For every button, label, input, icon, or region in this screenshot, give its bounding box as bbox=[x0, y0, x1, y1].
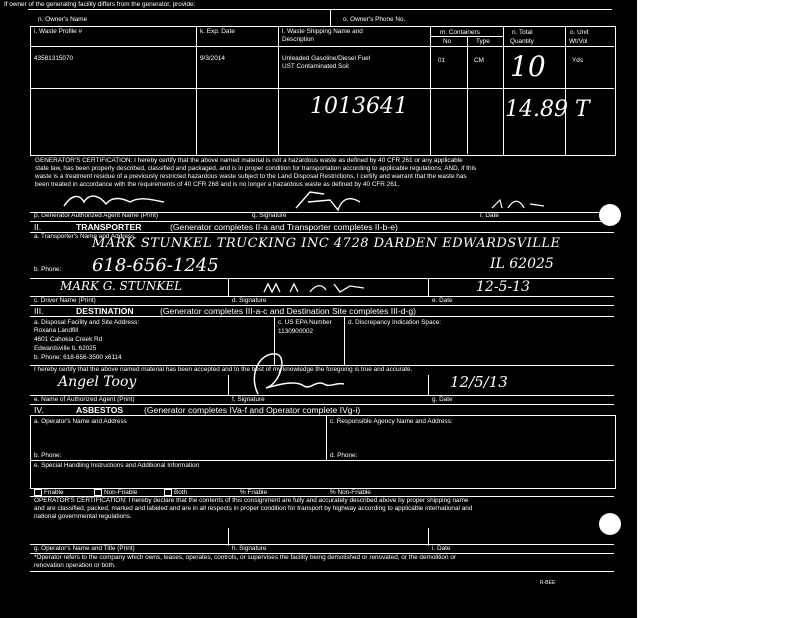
asbestos-section-title: ASBESTOS bbox=[76, 405, 124, 415]
non-friable-box[interactable] bbox=[94, 489, 102, 496]
destination-signature bbox=[240, 344, 350, 396]
weight-value: 14.89 T bbox=[505, 97, 590, 122]
owner-note: If owner of the generating facility differs from the generator, provide: bbox=[4, 1, 196, 8]
destination-signature-label: f. Signature bbox=[232, 396, 265, 403]
operator-cert-line: national governmental regulations. bbox=[34, 513, 132, 520]
transporter-signature bbox=[260, 280, 370, 296]
operator-title-label: g. Operator's Name and Title (Print) bbox=[34, 545, 135, 552]
ticket-number: 1013641 bbox=[310, 94, 408, 119]
shipping-value-1: Unleaded Gasoline/Diesel Fuel bbox=[282, 55, 371, 62]
generator-cert-line: been treated in accordance with the requirements of 40 CFR 268 and is no longer a hazardous waste as defined by 40 CFR 261. bbox=[35, 181, 400, 188]
divider bbox=[30, 571, 614, 572]
non-friable-label: Non-Friable bbox=[104, 489, 138, 497]
exp-date-value: 9/3/2014 bbox=[200, 55, 225, 62]
operator-phone-label: b. Phone: bbox=[34, 452, 62, 459]
divider bbox=[30, 296, 614, 297]
divider bbox=[30, 46, 614, 47]
generator-date-label: r. Date bbox=[480, 212, 499, 219]
both-label: Both bbox=[174, 489, 188, 497]
epa-number-label: c. US EPA Number bbox=[278, 319, 332, 326]
divider bbox=[30, 316, 614, 317]
destination-section-title: DESTINATION bbox=[76, 306, 134, 316]
agency-phone-label: d. Phone: bbox=[330, 452, 358, 459]
transporter-date-label: e. Date bbox=[432, 297, 453, 304]
divider bbox=[30, 460, 614, 461]
punch-hole bbox=[599, 513, 621, 535]
transporter-name-label: a. Transporter's Name and Address bbox=[34, 233, 135, 240]
destination-agent-value: Angel Tooy bbox=[58, 374, 137, 390]
divider bbox=[30, 88, 614, 89]
facility-street: 4601 Cahokia Creek Rd bbox=[34, 336, 103, 343]
footnote-line: renovation operation or both. bbox=[34, 562, 116, 569]
pct-non-friable-label: % Non-Friable bbox=[330, 489, 371, 496]
unit-wtvol-label: Wt/Vol bbox=[569, 38, 588, 45]
shipping-value-2: UST Contaminated Soil bbox=[282, 63, 349, 70]
quantity-label: Quantity bbox=[510, 38, 534, 45]
transporter-section-note: (Generator completes II-a and Transporter completes II-b-e) bbox=[170, 222, 398, 232]
transporter-city-value: IL 62025 bbox=[490, 256, 554, 272]
divider bbox=[228, 375, 229, 396]
unit-label: o. Unit bbox=[570, 29, 589, 36]
divider bbox=[430, 36, 503, 37]
destination-date-label: g. Date bbox=[432, 396, 453, 403]
divider bbox=[28, 9, 612, 10]
pct-friable-label: % Friable bbox=[240, 489, 267, 496]
quantity-value: 10 bbox=[510, 50, 546, 83]
discrepancy-label: d. Discrepancy Indication Space: bbox=[348, 319, 442, 326]
generator-agent-handwriting bbox=[60, 190, 200, 212]
facility-city: Edwardsville IL 62025 bbox=[34, 345, 97, 352]
transporter-section-number: II. bbox=[34, 222, 42, 232]
transporter-signature-label: d. Signature bbox=[232, 297, 267, 304]
facility-label: a. Disposal Facility and Site Address: bbox=[34, 319, 140, 326]
operator-label: a. Operator's Name and Address bbox=[34, 418, 127, 425]
footer-mark: R-BEE bbox=[540, 580, 556, 586]
transporter-phone-value: 618-656-1245 bbox=[92, 255, 219, 276]
friable-box[interactable] bbox=[34, 489, 42, 496]
operator-cert-line: OPERATOR'S CERTIFICATION: I hereby declare that the contents of this consignment are fully and accurately described above by proper shipping name bbox=[34, 497, 469, 504]
operator-signature-label: h. Signature bbox=[232, 545, 267, 552]
transporter-driver-value: MARK G. STUNKEL bbox=[60, 279, 183, 293]
friable-label: Friable bbox=[44, 489, 64, 497]
operator-date-label: i. Date bbox=[432, 545, 451, 552]
generator-signature bbox=[290, 188, 370, 214]
divider bbox=[428, 279, 429, 297]
exp-date-label: k. Exp. Date bbox=[200, 28, 235, 35]
total-qty-label: n. Total bbox=[512, 29, 533, 36]
containers-no-value: 01 bbox=[438, 57, 446, 64]
generator-cert-line: state law, has been properly described, classified and packaged, and is in proper condition for transportation according to applicable regulations; AND, if this bbox=[35, 165, 477, 172]
epa-number-value: 1130900002 bbox=[278, 328, 314, 335]
waste-profile-value: 43581315070 bbox=[34, 55, 74, 62]
owner-phone-label: o. Owner's Phone No. bbox=[343, 16, 406, 23]
handling-label: e. Special Handling Instructions and Additional Information bbox=[34, 462, 200, 469]
containers-no-label: No bbox=[443, 38, 452, 45]
containers-label: m. Containers bbox=[440, 29, 480, 36]
asbestos-info-box bbox=[30, 415, 616, 489]
punch-hole bbox=[599, 204, 621, 226]
shipping-name-label: l. Waste Shipping Name and bbox=[282, 28, 363, 35]
containers-type-value: CM bbox=[474, 57, 484, 64]
transporter-driver-label: c. Driver Name (Print) bbox=[34, 297, 96, 304]
waste-profile-label: i. Waste Profile # bbox=[34, 28, 83, 35]
asbestos-section-note: (Generator completes IVa-f and Operator complete IVg-i) bbox=[144, 405, 361, 415]
agency-label: c. Responsible Agency Name and Address: bbox=[330, 418, 453, 425]
facility-name: Roxana Landfill bbox=[34, 327, 79, 334]
destination-agent-label: e. Name of Authorized Agent (Print) bbox=[34, 396, 135, 403]
divider bbox=[228, 279, 229, 297]
transporter-name-value: MARK STUNKEL TRUCKING INC 4728 DARDEN EDWARDSVILLE bbox=[92, 236, 561, 251]
generator-agent-label: p. Generator Authorized Agent Name (Print) bbox=[34, 212, 158, 219]
both-box[interactable] bbox=[164, 489, 172, 496]
unit-value: Yds bbox=[572, 57, 584, 64]
divider bbox=[326, 416, 327, 461]
generator-cert-line: waste is a treatment residue of a previously restricted hazardous waste subject to the Land Disposal Restrictions, I certify and warrant that the waste has bbox=[35, 173, 467, 180]
containers-type-label: Type bbox=[476, 38, 490, 45]
operator-cert-line: and are classified, packed, marked and labeled and are in all respects in proper condition for transport by highway according to applicable international and bbox=[34, 505, 473, 512]
facility-phone: b. Phone: 618-656-3500 x6114 bbox=[34, 354, 122, 361]
transporter-phone-label: b. Phone: bbox=[34, 266, 62, 273]
asbestos-section-number: IV. bbox=[34, 405, 44, 415]
owner-name-label: n. Owner's Name bbox=[38, 16, 88, 23]
destination-section-note: (Generator completes III-a-c and Destination Site completes III-d-g) bbox=[160, 306, 417, 316]
divider bbox=[330, 10, 331, 26]
generator-signature-label: q. Signature bbox=[252, 212, 287, 219]
shipping-desc-label: Description bbox=[282, 36, 314, 43]
divider bbox=[467, 36, 468, 154]
transporter-section-title: TRANSPORTER bbox=[76, 222, 142, 232]
footnote-line: *Operator refers to the company which owns, leases, operates, controls, or supervises the facility being demolished or renovated, or the demolition or bbox=[34, 554, 456, 561]
destination-date-value: 12/5/13 bbox=[450, 373, 508, 391]
transporter-date-value: 12-5-13 bbox=[476, 279, 530, 295]
generator-cert-line: GENERATOR'S CERTIFICATION: I hereby certify that the above named material is not a hazardous waste as defined by 40 CFR 261 or any applicable bbox=[35, 157, 463, 164]
divider bbox=[428, 375, 429, 396]
destination-section-number: III. bbox=[34, 306, 44, 316]
destination-cert-text: I hereby certify that the above named material has been accepted and to the best of my knowledge the foregoing is true and accurate. bbox=[34, 366, 413, 373]
